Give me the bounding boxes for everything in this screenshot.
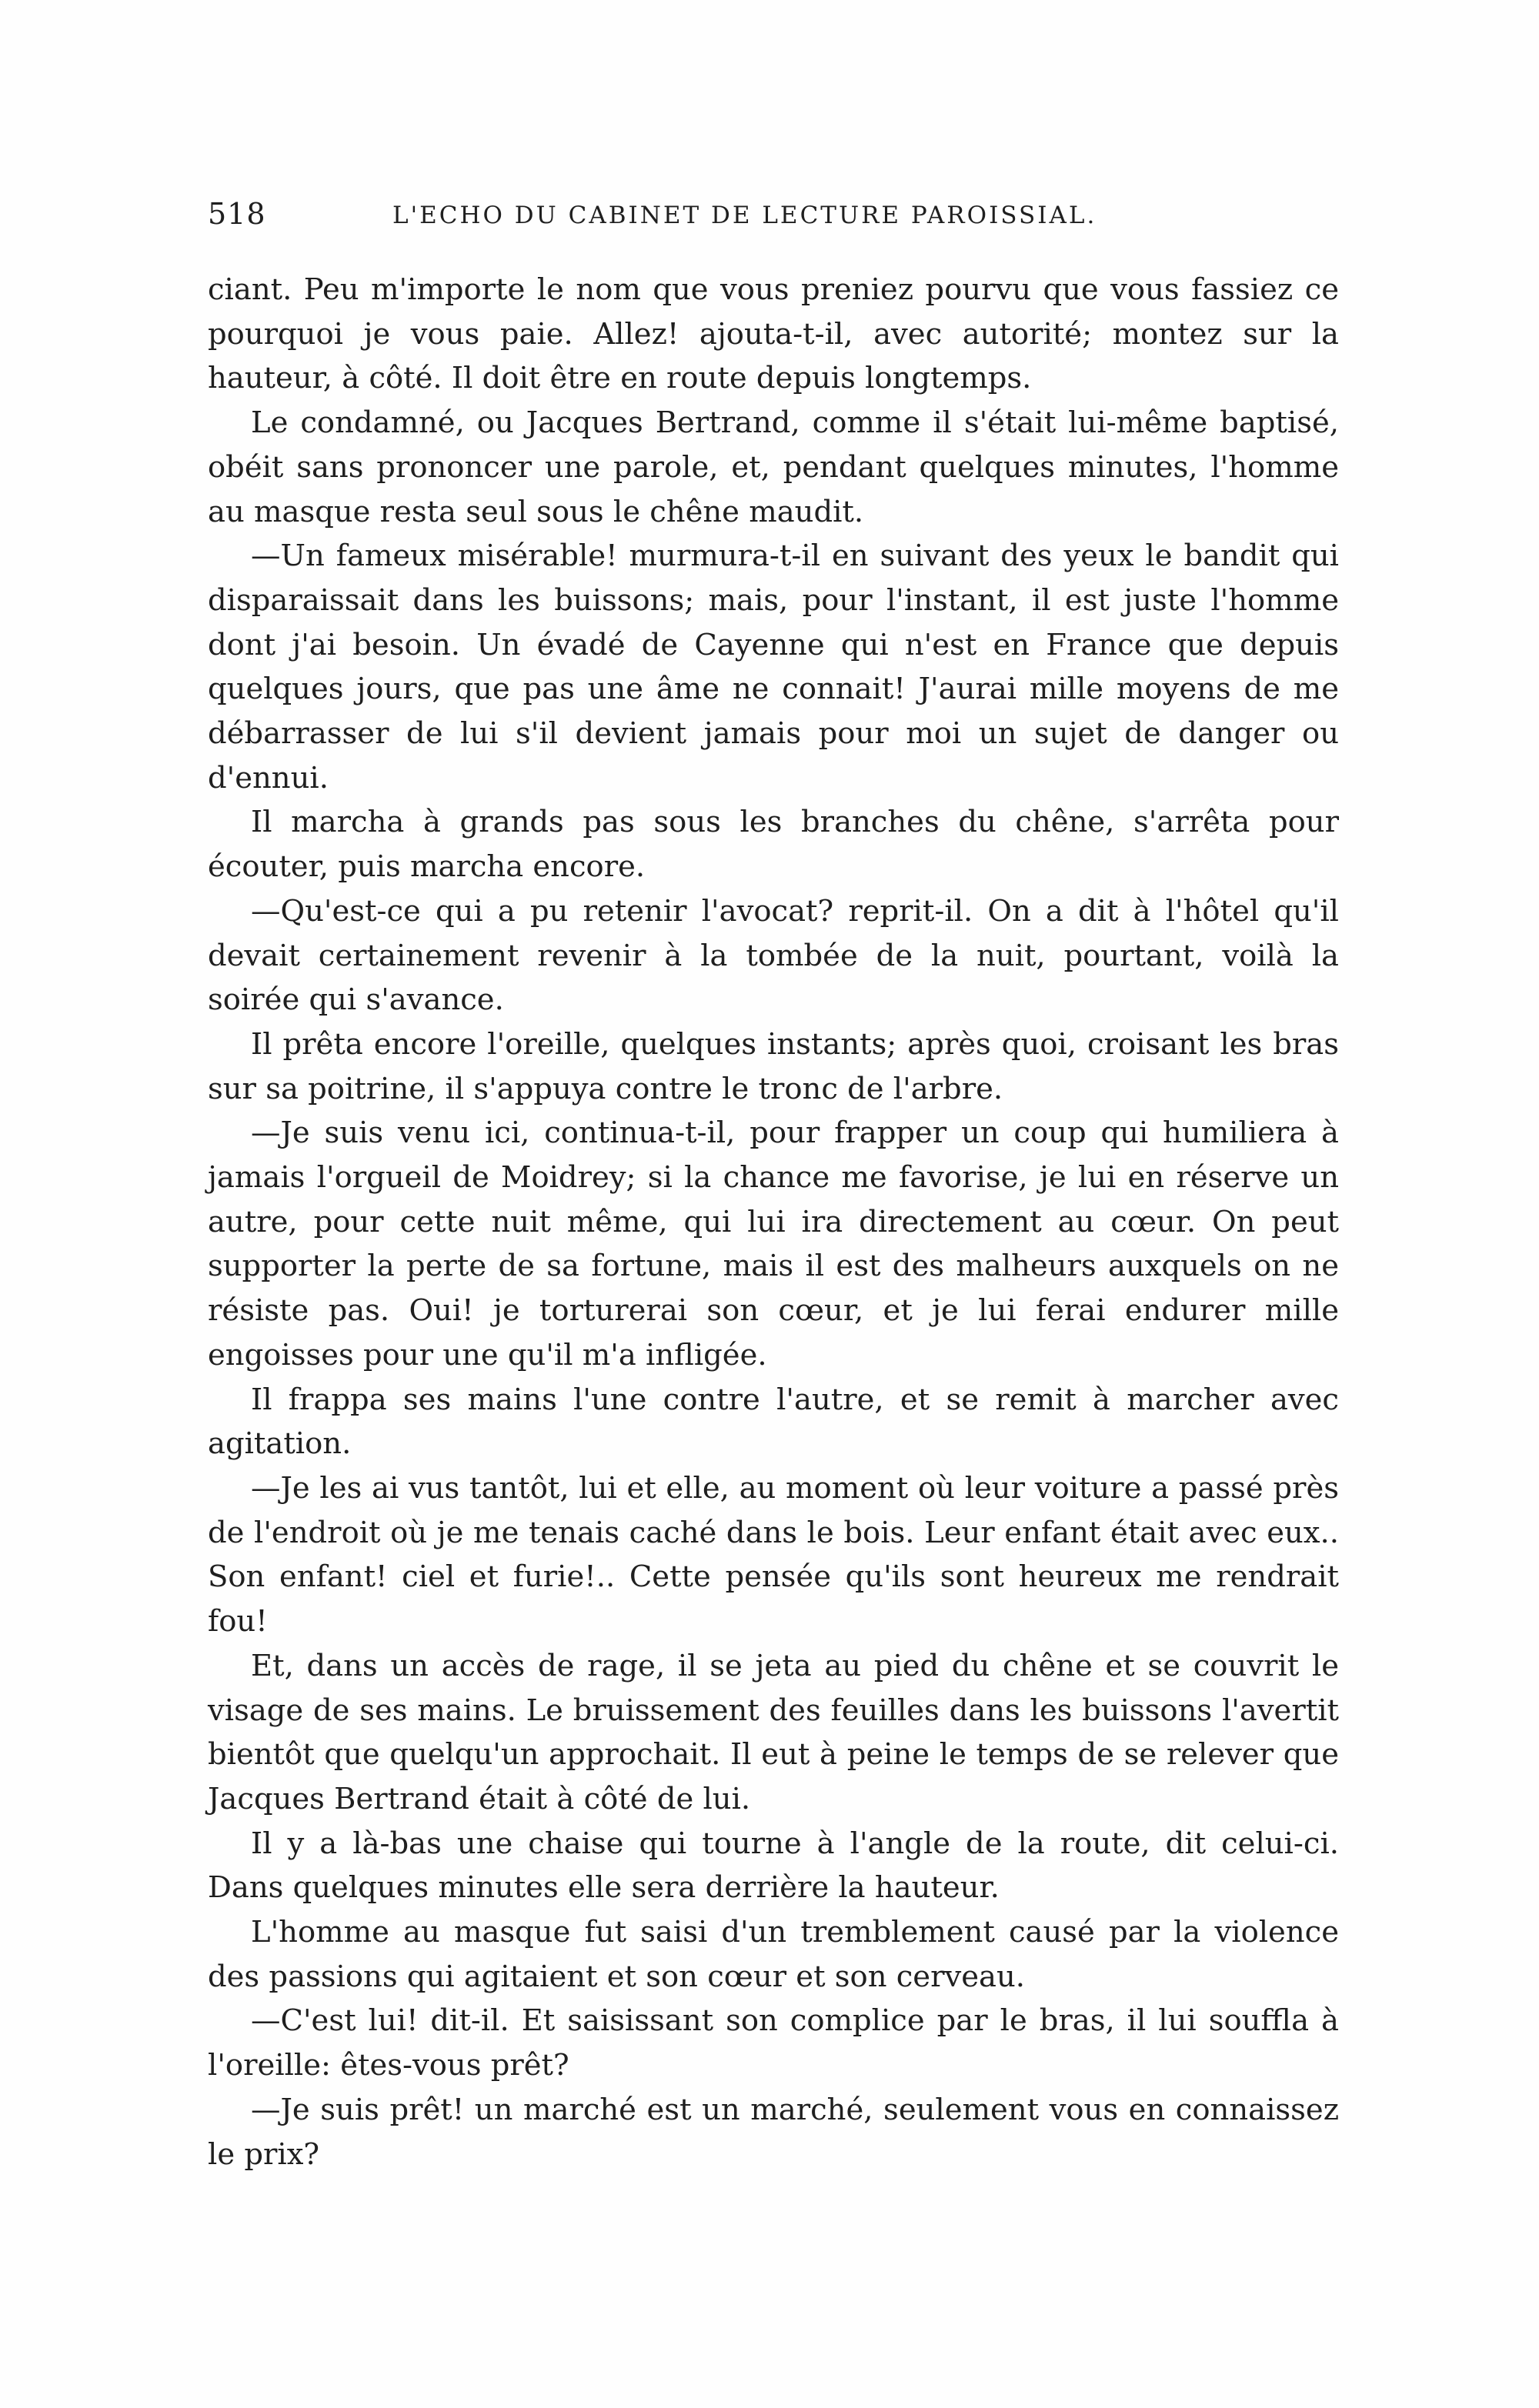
paragraph-6: Il prêta encore l'oreille, quelques instants; après quoi, croisant les bras sur sa poitrine, il s'appuya contre le tronc de l'arbre. <box>208 1026 1339 1106</box>
paragraph-7: —Je suis venu ici, continua-t-il, pour frapper un coup qui humiliera à jamais l'orgueil de Moidrey; si la chance me favorise, je lui en réserve un autre, pour cette nuit même, qui lui ira directement au cœur. On peut supporter la perte de sa fortune, mais il est des malheurs auxquels on ne résiste pas. Oui! je torturerai son cœur, et je lui ferai endurer mille engoisses pour une qu'il m'a infligée. <box>208 1116 1339 1372</box>
paragraph-1: ciant. Peu m'importe le nom que vous preniez pourvu que vous fassiez ce pourquoi je vous paie. Allez! ajouta-t-il, avec autorité; montez sur la hauteur, à côté. Il doit être en route depuis longtemps. <box>208 272 1339 396</box>
page-header <box>208 197 1339 243</box>
paragraph-8: Il frappa ses mains l'une contre l'autre, et se remit à marcher avec agitation. <box>208 1382 1339 1462</box>
paragraph-13: —C'est lui! dit-il. Et saisissant son complice par le bras, il lui souffla à l'oreille: êtes-vous prêt? <box>208 2003 1339 2083</box>
paragraph-14: —Je suis prêt! un marché est un marché, seulement vous en connaissez le prix? <box>208 2092 1339 2172</box>
paragraph-3: —Un fameux misérable! murmura-t-il en suivant des yeux le bandit qui disparaissait dans les buissons; mais, pour l'instant, il est juste l'homme dont j'ai besoin. Un évadé de Cayenne qui n'est en France que depuis quelques jours, que pas une âme ne connait! J'aurai mille moyens de me débarrasser de lui s'il devient jamais pour moi un sujet de danger ou d'ennui. <box>208 539 1339 795</box>
page-number: 518 <box>208 197 266 231</box>
body-text <box>208 268 1339 2176</box>
paragraph-12: L'homme au masque fut saisi d'un tremblement causé par la violence des passions qui agitaient et son cœur et son cerveau. <box>208 1915 1339 1994</box>
running-title: L'ECHO DU CABINET DE LECTURE PAROISSIAL. <box>392 202 1097 229</box>
paragraph-9: —Je les ai vus tantôt, lui et elle, au moment où leur voiture a passé près de l'endroit où je me tenais caché dans le bois. Leur enfant était avec eux.. Son enfant! ciel et furie!.. Cette pensée qu'ils sont heureux me rendrait fou! <box>208 1470 1339 1639</box>
paragraph-10: Et, dans un accès de rage, il se jeta au pied du chêne et se couvrit le visage de ses mains. Le bruissement des feuilles dans les buissons l'avertit bientôt que quelqu'un approchait. Il eut à peine le temps de se relever que Jacques Bertrand était à côté de lui. <box>208 1648 1339 1816</box>
paragraph-11: Il y a là-bas une chaise qui tourne à l'angle de la route, dit celui-ci. Dans quelques minutes elle sera derrière la hauteur. <box>208 1826 1339 1906</box>
paragraph-5: —Qu'est-ce qui a pu retenir l'avocat? reprit-il. On a dit à l'hôtel qu'il devait certainement revenir à la tombée de la nuit, pourtant, voilà la soirée qui s'avance. <box>208 893 1339 1018</box>
paragraph-4: Il marcha à grands pas sous les branches du chêne, s'arrêta pour écouter, puis marcha encore. <box>208 805 1339 885</box>
paragraph-2: Le condamné, ou Jacques Bertrand, comme il s'était lui-même baptisé, obéit sans prononcer une parole, et, pendant quelques minutes, l'homme au masque resta seul sous le chêne maudit. <box>208 405 1339 529</box>
